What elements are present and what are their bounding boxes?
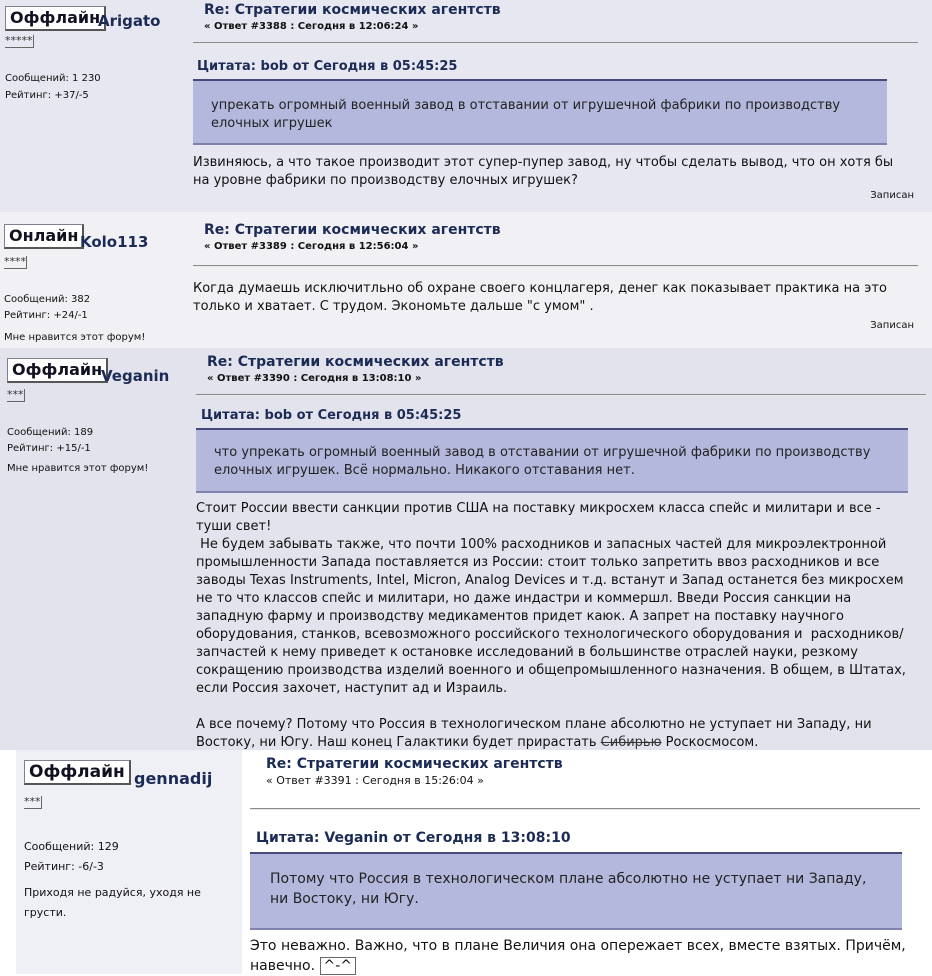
username-link[interactable]: Arigato: [98, 12, 161, 30]
post-body: [196, 500, 911, 752]
body-paragraph: Не будем забывать также, что почти 100% расходников и запасных частей для микроэлектронной промышленности Запада поставляется из России: стоит только запретить ввоз расходников и все заводы Texas Instruments, Intel, Micron, Analog Devices и т.д. встанут и Запад останется без микросхем не то что классов спейс и милитари, но даже индастри и коммершл. Введи Россия санкции на западную фарму и производству медикаментов придет каюк. А запрет на поставку научного оборудования, станков, всевозможного российского технологического оборудования и расходников/запчастей к нему приведет к остановке исследований в большинстве отраслей науки, резкому сокращению производства изделий военного и общепромышленного назначения. В общем, в Штатах, если Россия захочет, наступит ад и Израиль.: [196, 537, 911, 696]
post-body: Когда думаешь исключитльно об охране своего концлагеря, денег как показывает практика на это только и хватает. С трудом. Экономьте дальше "с умом" .: [193, 281, 887, 314]
post-meta: « Ответ #3388 : Сегодня в 12:06:24 »: [204, 21, 419, 32]
quote-header: Цитата: bob от Сегодня в 05:45:25: [197, 59, 458, 74]
body-paragraph: Стоит России ввести санкции против США на поставку микросхем класса спейс и милитари и все - туши свет!: [196, 501, 881, 534]
post-3388: [0, 0, 932, 212]
post-body: Извиняюсь, а что такое производит этот супер-пупер завод, ну чтобы сделать вывод, что он хотя бы на уровне фабрики по производству елочных игрушек?: [193, 155, 894, 188]
saved-label: Записан: [870, 320, 914, 331]
divider: [193, 42, 918, 44]
strikethrough-text: Сибирью: [600, 735, 662, 750]
post-meta: « Ответ #3390 : Сегодня в 13:08:10 »: [207, 373, 422, 384]
post-content: [196, 354, 926, 752]
post-content: [193, 2, 918, 190]
smiley-icon: ^-^: [320, 957, 357, 975]
post-meta: « Ответ #3391 : Сегодня в 15:26:04 »: [266, 774, 484, 787]
quote-box: [196, 428, 908, 493]
post-subject-link[interactable]: Re: Стратегии космических агентств: [266, 756, 563, 772]
quote-text: упрекать огромный военный завод в отставании от игрушечной фабрики по производству елочных игрушек: [211, 98, 841, 131]
message-count: Сообщений: 1 230: [5, 73, 101, 84]
quote-box: [250, 852, 902, 930]
rating: Рейтинг: +37/-5: [5, 90, 89, 101]
rank-stars: ***: [7, 388, 24, 401]
message-count: Сообщений: 129: [24, 840, 119, 853]
divider: [250, 808, 920, 810]
post-subject-link[interactable]: Re: Стратегии космических агентств: [204, 2, 501, 18]
rating: Рейтинг: +15/-1: [7, 443, 91, 454]
username-link[interactable]: gennadij: [134, 769, 213, 788]
quote-text: что упрекать огромный военный завод в отставании от игрушечной фабрики по производству елочных игрушек. Всё нормально. Никакого отставания нет.: [214, 445, 871, 478]
post-body: Это неважно. Важно, что в плане Величия она опережает всех, вместе взятых. Причём, навечно. ^-^: [250, 938, 906, 974]
username-link[interactable]: Veganin: [101, 367, 170, 385]
post-content: [250, 756, 920, 976]
message-count: Сообщений: 189: [7, 427, 94, 438]
username-link[interactable]: Kolo113: [80, 233, 149, 251]
quote-box: [193, 79, 887, 145]
post-3391: [0, 750, 932, 974]
saved-label: Записан: [870, 190, 914, 201]
signature: Мне нравится этот форум!: [4, 332, 146, 343]
rating: Рейтинг: -6/-3: [24, 860, 104, 873]
status-badge: Оффлайн: [24, 760, 131, 785]
rank-stars: ***: [24, 795, 41, 808]
quote-header: Цитата: bob от Сегодня в 05:45:25: [201, 408, 462, 423]
post-subject-link[interactable]: Re: Стратегии космических агентств: [204, 222, 501, 238]
rating: Рейтинг: +24/-1: [4, 310, 88, 321]
quote-text: Потому что Россия в технологическом плане абсолютно не уступает ни Западу, ни Востоку, ни Югу.: [270, 871, 867, 907]
quote-header: Цитата: Veganin от Сегодня в 13:08:10: [256, 830, 571, 846]
divider: [196, 394, 926, 396]
body-paragraph: А все почему? Потому что Россия в технологическом плане абсолютно не уступает ни Западу, ни Востоку, ни Югу. Наш конец Галактики будет прирастать Сибирью Роскосмосом.: [196, 717, 872, 750]
signature: Мне нравится этот форум!: [7, 463, 149, 474]
post-3389: [0, 212, 932, 348]
status-badge: Онлайн: [4, 224, 84, 249]
divider: [193, 265, 918, 267]
post-meta: « Ответ #3389 : Сегодня в 12:56:04 »: [204, 241, 419, 252]
message-count: Сообщений: 382: [4, 294, 91, 305]
post-subject-link[interactable]: Re: Стратегии космических агентств: [207, 354, 504, 370]
post-3390: [0, 348, 932, 750]
signature: Приходя не радуйся, уходя не грусти.: [24, 886, 201, 919]
status-badge: Оффлайн: [7, 358, 108, 383]
rank-stars: *****: [5, 34, 33, 47]
status-badge: Оффлайн: [5, 6, 106, 31]
rank-stars: ****: [4, 255, 26, 268]
post-content: [193, 222, 918, 316]
